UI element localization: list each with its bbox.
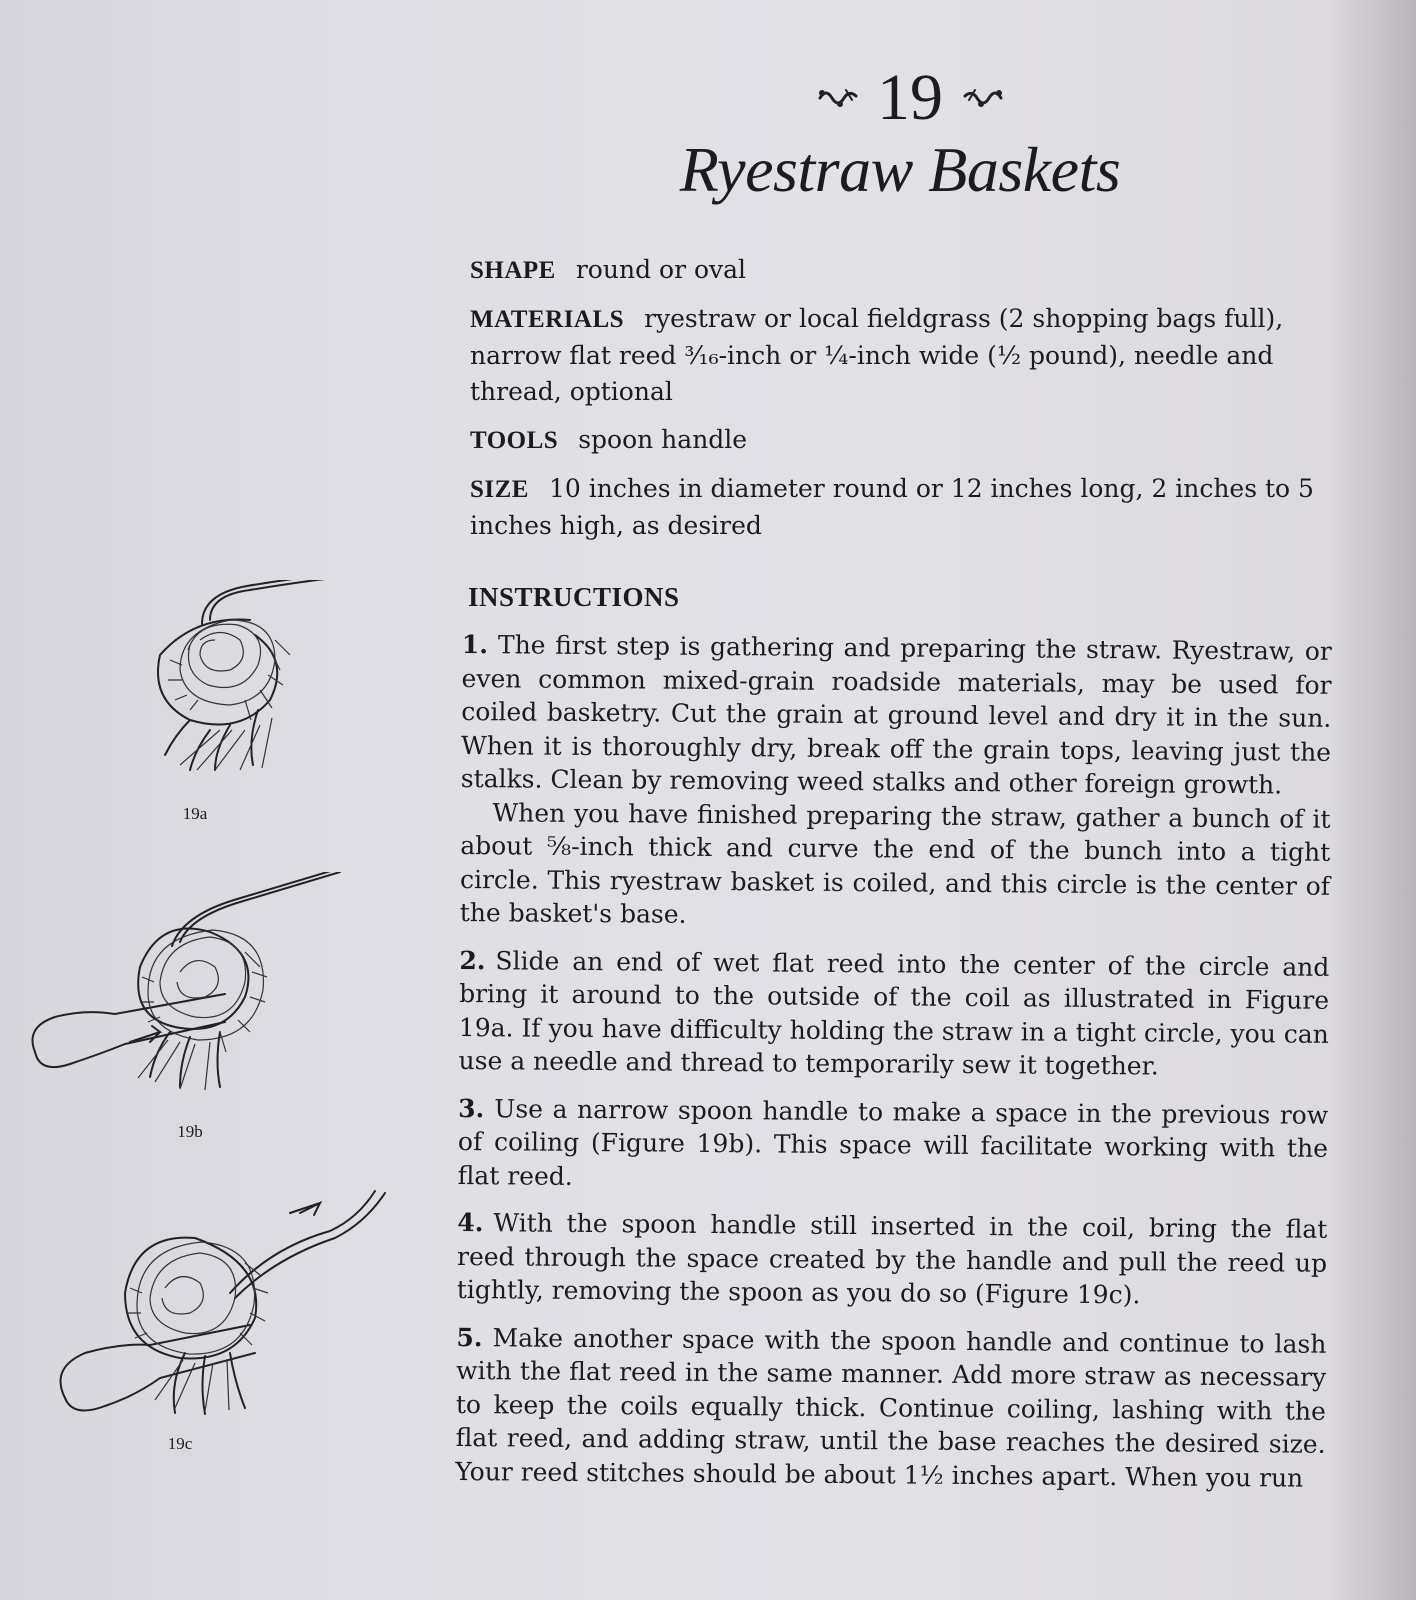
spec-label: SIZE [470, 476, 529, 503]
step-4 [457, 1206, 1328, 1313]
coil-with-reed-illustration-icon [150, 580, 370, 780]
chapter-title: Ryestraw Baskets [679, 134, 1121, 205]
spec-label: TOOLS [470, 427, 559, 454]
coil-with-spoon-and-reed-illustration-icon [55, 1188, 395, 1428]
figure-caption-19b: 19b [177, 1122, 203, 1141]
spec-value: 10 inches in diameter round or 12 inches long, 2 inches to 5 inches high, as desired [470, 474, 1314, 540]
step-1 [461, 628, 1332, 802]
instructions-heading: INSTRUCTIONS [468, 582, 680, 612]
spec-shape [470, 252, 1320, 289]
step-text: The first step is gathering and preparing the straw. Ryestraw, or even common mixed-grain roadside materials, may be used for coiled basketry. Cut the grain at ground level and dry it in the sun. When it is thoroughly dry, break off the grain tops, leaving just the stalks. Clean by removing weed stalks and other foreign growth. [460, 630, 1332, 800]
chapter-number: 19 [877, 61, 943, 134]
spec-label: SHAPE [470, 257, 556, 284]
step-5 [455, 1320, 1326, 1494]
step-text: Slide an end of wet flat reed into the center of the circle and bring it around to the outside of the coil as illustrated in Figure 19a. If you have difficulty holding the straw in a tight circle, you can use a needle and thread to temporarily sew it together. [458, 945, 1330, 1081]
step-2 [458, 943, 1329, 1084]
spec-tools [470, 422, 1320, 459]
spec-label: MATERIALS [470, 306, 625, 333]
figure-caption-19a: 19a [182, 804, 208, 823]
step-text: Make another space with the spoon handle and continue to lash with the flat reed in the same manner. Add more straw as necessary to keep the coils equally thick. Continue coiling, lashing with the flat reed, and adding straw, until the base reaches the desired size. Your reed stitches should be about 1½ inches apart. When you run [455, 1322, 1327, 1493]
step-text: With the spoon handle still inserted in the coil, bring the flat reed through the space created by the handle and pull the reed up tightly, removing the spoon as you do so (Figure 19c). [456, 1208, 1328, 1310]
step-number: 5. [456, 1322, 483, 1352]
step-number: 1. [461, 629, 489, 660]
step-number: 3. [458, 1093, 485, 1123]
spec-list [470, 252, 1320, 556]
spec-value: spoon handle [578, 425, 748, 454]
step-number: 4. [457, 1207, 484, 1238]
coil-with-spoon-illustration-icon [30, 872, 350, 1112]
step-number: 2. [459, 945, 486, 975]
spec-materials [470, 301, 1320, 410]
step-3 [458, 1091, 1329, 1198]
spec-value: ryestraw or local fieldgrass (2 shopping bags full), narrow flat reed ³⁄₁₆-inch or ¼-inch wide (½ pound), needle and thread, optional [470, 304, 1284, 406]
instruction-steps [455, 628, 1332, 1495]
right-ornament-icon [955, 84, 1005, 110]
step-1-continuation: When you have finished preparing the straw, gather a bunch of it about ⅝-inch thick and curve the end of the bunch into a tight circle. This ryestraw basket is coiled, and this circle is the center of the basket's base. [459, 797, 1331, 929]
spec-size [470, 471, 1320, 544]
step-text: Use a narrow spoon handle to make a space in the previous row of coiling (Figure 19b). This space will facilitate working with the flat reed. [457, 1093, 1329, 1191]
spec-value: round or oval [575, 255, 747, 284]
figure-caption-19c: 19c [167, 1434, 193, 1453]
